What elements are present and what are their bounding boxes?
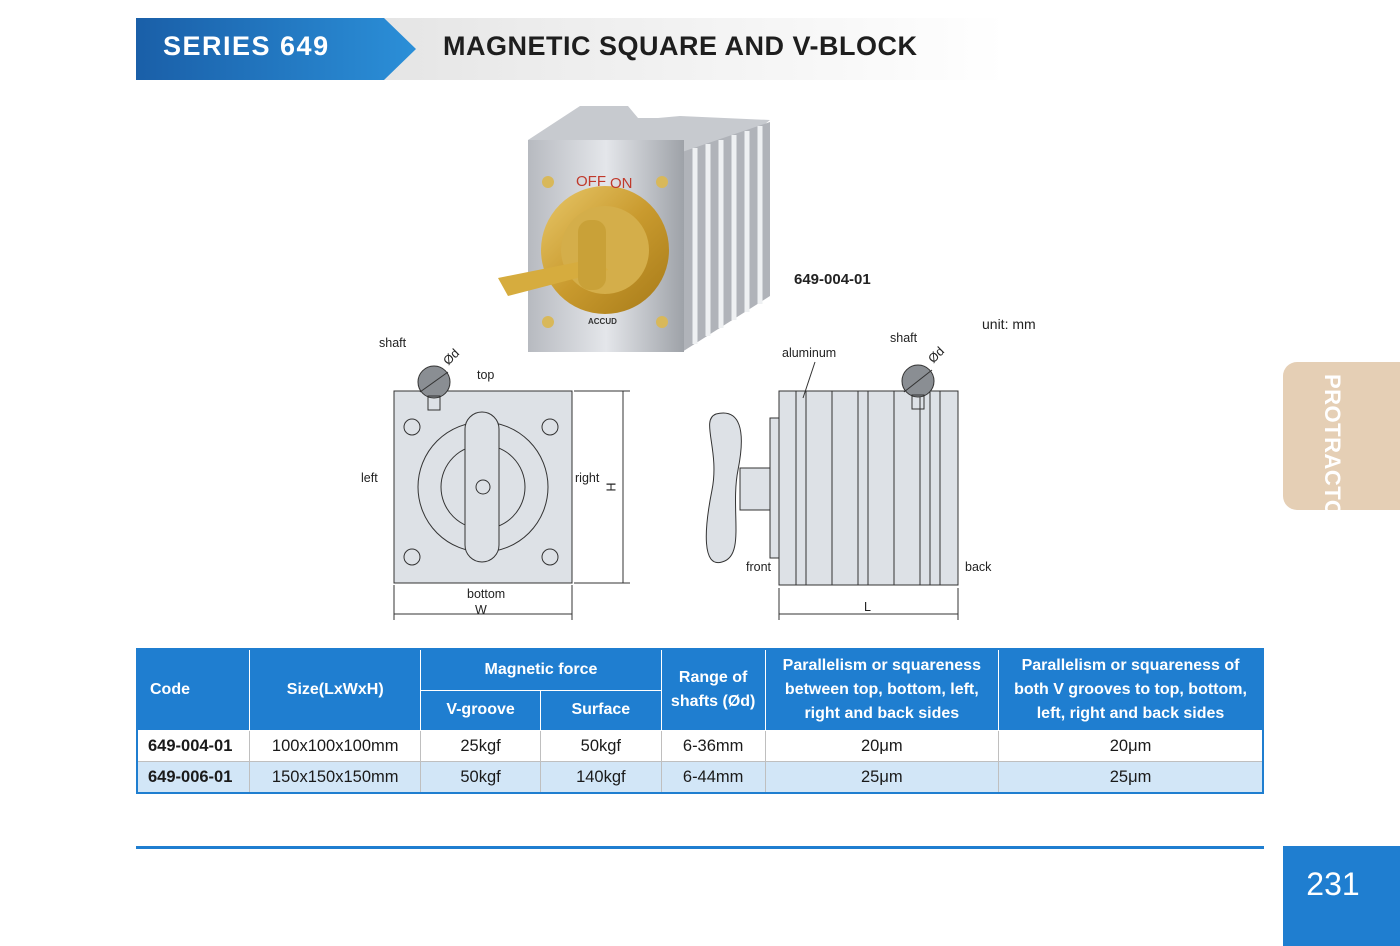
footer-rule (136, 846, 1264, 849)
table-row (137, 731, 1263, 762)
header-v-groove: V-groove (421, 690, 541, 730)
product-code-label: 649-004-01 (794, 271, 871, 288)
brand-logo: ACCUD (588, 317, 617, 326)
header-range: Range of shafts (Ød) (661, 649, 765, 731)
series-label: SERIES 649 (163, 31, 330, 61)
spec-table (136, 648, 1264, 794)
cell-v-groove: 25kgf (421, 731, 541, 762)
cell-parallelism-grooves: 25μm (999, 762, 1263, 794)
top-label: top (477, 368, 495, 382)
cell-parallelism-sides: 25μm (765, 762, 999, 794)
cell-code: 649-004-01 (137, 731, 250, 762)
header-magnetic-force: Magnetic force (421, 649, 662, 690)
front-diameter-label: Ød (440, 346, 463, 368)
header-parallelism-sides: Parallelism or squareness between top, bottom, left, right and back sides (765, 649, 999, 731)
cell-size: 150x150x150mm (250, 762, 421, 794)
left-label: left (361, 471, 378, 485)
length-dim-label: L (864, 600, 871, 614)
cell-range: 6-44mm (661, 762, 765, 794)
header-parallelism-grooves: Parallelism or squareness of both V grooves to top, bottom, left, right and back sides (999, 649, 1263, 731)
header-size: Size(LxWxH) (250, 649, 421, 731)
cell-code: 649-006-01 (137, 762, 250, 794)
page-number: 231 (1306, 866, 1360, 902)
width-dim-label: W (475, 603, 487, 617)
front-label: front (746, 560, 772, 574)
header-code: Code (137, 649, 250, 731)
bottom-label: bottom (467, 587, 506, 601)
unit-label: unit: mm (982, 316, 1036, 332)
cell-size: 100x100x100mm (250, 731, 421, 762)
table-row (137, 762, 1263, 794)
header-surface: Surface (540, 690, 661, 730)
cell-surface: 140kgf (540, 762, 661, 794)
back-label: back (965, 560, 992, 574)
right-label: right (575, 471, 600, 485)
front-shaft-label: shaft (379, 336, 407, 350)
section-tab-label: PROTRACTOR (1320, 374, 1345, 534)
side-shaft-label: shaft (890, 331, 918, 345)
cell-parallelism-sides: 20μm (765, 731, 999, 762)
aluminum-label: aluminum (782, 346, 837, 360)
cell-v-groove: 50kgf (421, 762, 541, 794)
height-dim-label: H (603, 482, 618, 492)
side-diameter-label: Ød (925, 344, 948, 366)
cell-parallelism-grooves: 20μm (999, 731, 1263, 762)
page-title: MAGNETIC SQUARE AND V-BLOCK (443, 31, 918, 61)
cell-range: 6-36mm (661, 731, 765, 762)
switch-on-label: ON (610, 175, 633, 192)
cell-surface: 50kgf (540, 731, 661, 762)
switch-off-label: OFF (576, 173, 606, 190)
